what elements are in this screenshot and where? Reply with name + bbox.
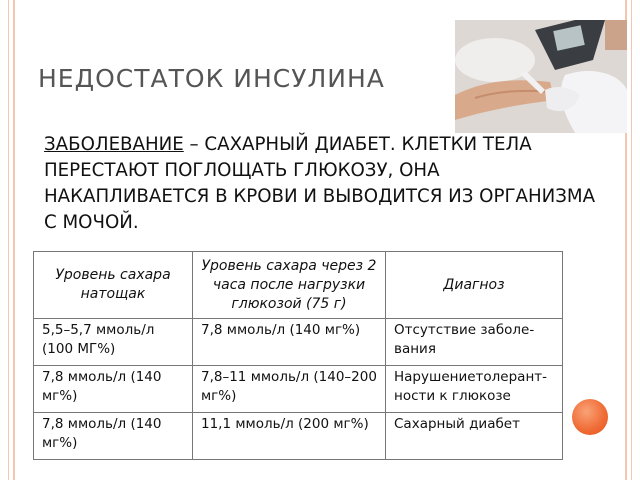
body-underlined-term: ЗАБОЛЕВАНИЕ: [44, 134, 184, 155]
table-row: [34, 413, 563, 460]
table-row: [34, 366, 563, 413]
glucometer-photo-icon: [455, 20, 627, 133]
table-header-row: [34, 252, 563, 319]
glucose-diagnosis-table: [33, 251, 563, 460]
slide-title: НЕДОСТАТОК ИНСУЛИНА: [38, 64, 385, 93]
decorative-orange-circle: [572, 399, 608, 435]
slide-body-text: [44, 132, 604, 236]
table-cell: 7,8 ммоль/л (140 мг%): [193, 319, 386, 366]
left-border-stripe: [8, 0, 9, 480]
table-cell: Сахарный диабет: [386, 413, 563, 460]
table-cell: 7,8 ммоль/л (140 мг%): [34, 413, 193, 460]
glucometer-photo: [455, 20, 627, 133]
table-cell: 7,8 ммоль/л (140 мг%): [34, 366, 193, 413]
table-cell: Нарушениетолерант-ности к глюкозе: [386, 366, 563, 413]
left-border-stripe: [13, 0, 15, 480]
table-cell: 11,1 ммоль/л (200 мг%): [193, 413, 386, 460]
right-border-stripe: [631, 0, 632, 480]
header-fasting: Уровень сахара натощак: [34, 252, 193, 319]
table-cell: 7,8–11 ммоль/л (140–200 мг%): [193, 366, 386, 413]
table-cell: 5,5–5,7 ммоль/л (100 МГ%): [34, 319, 193, 366]
table-cell: Отсутствие заболе-вания: [386, 319, 563, 366]
header-diagnosis: Диагноз: [386, 252, 563, 319]
header-after-load: Уровень сахара через 2 часа после нагрузки глюкозой (75 г): [193, 252, 386, 319]
body-description: – САХАРНЫЙ ДИАБЕТ. КЛЕТКИ ТЕЛА ПЕРЕСТАЮТ ПОГЛОЩАТЬ ГЛЮКОЗУ, ОНА НАКАПЛИВАЕТСЯ В КРОВИ И ВЫВОДИТСЯ ИЗ ОРГАНИЗМА С МОЧОЙ.: [44, 134, 596, 233]
table-row: [34, 319, 563, 366]
